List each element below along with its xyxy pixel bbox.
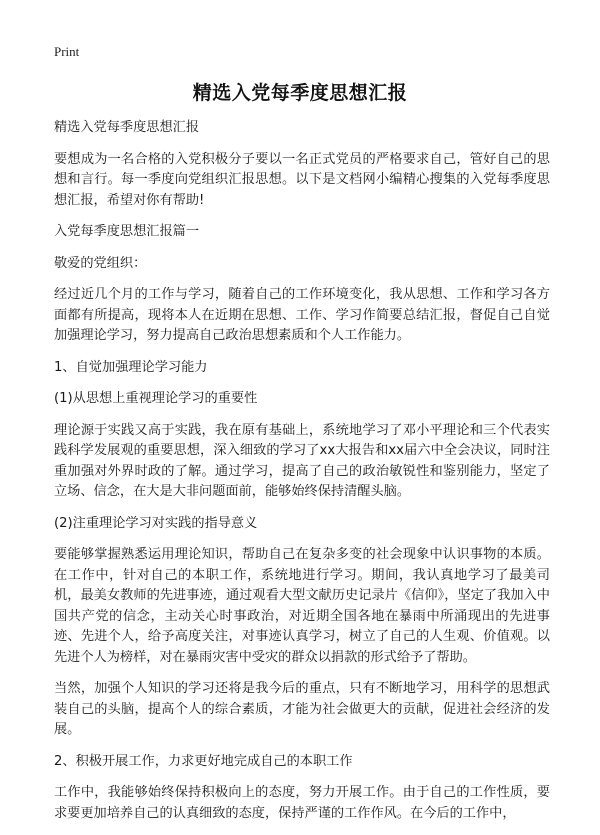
paragraph-subtitle: 精选入党每季度思想汇报: [54, 120, 200, 135]
paragraph-work: 工作中，我能够始终保持积极向上的态度，努力开展工作。由于自己的工作性质，要求要更加培养自己的认真细致的态度，保持严谨的工作作风。在今后的工作中，: [54, 785, 550, 821]
paragraph-learning: 当然，加强个人知识的学习还将是我今后的重点，只有不断地学习，用科学的思想武装自己的头脑，提高个人的综合素质，才能为社会做更大的贡献，促进社会经济的发展。: [54, 681, 550, 737]
paragraph-salutation: 敬爱的党组织：: [54, 255, 147, 271]
document-body: [54, 118, 550, 835]
paragraph-section-title: 入党每季度思想汇报篇一: [54, 224, 200, 239]
document-title: 精选入党每季度思想汇报: [192, 82, 408, 104]
paragraph-summary: 经过近几个月的工作与学习，随着自己的工作环境变化，我从思想、工作和学习各方面都有所提高，现将本人在近期在思想、工作、学习作简要总结汇报，督促自己自觉加强理论学习，努力提高自己政治思想素质和个人工作能力。: [54, 287, 550, 343]
paragraph-intro: 要想成为一名合格的入党积极分子要以一名正式党员的严格要求自己，管好自己的思想和言行。每一季度向党组织汇报思想。以下是文档网小编精心搜集的入党每季度思想汇报，希望对你有帮助!: [54, 151, 550, 208]
paragraph-heading-2: 2、积极开展工作，力求更好地完成自己的本职工作: [54, 753, 353, 769]
print-label[interactable]: Print: [54, 44, 80, 59]
paragraph-subheading-1: (1)从思想上重视理论学习的重要性: [54, 391, 258, 406]
paragraph-theory: 理论源于实践又高于实践，我在原有基础上，系统地学习了邓小平理论和三个代表实践科学发展观的重要思想，深入细致的学习了xx大报告和xx届六中全会决议，同时注重加强对外界时政的了解。通过学习，提高了自己的政治敏锐性和鉴别能力，坚定了立场、信念，在大是大非问题面前，能够始终保持清醒头脑。: [54, 422, 550, 499]
paragraph-heading-1: 1、自觉加强理论学习能力: [54, 359, 208, 375]
paragraph-practice: 要能够掌握熟悉运用理论知识，帮助自己在复杂多变的社会现象中认识事物的本质。在工作中，针对自己的本职工作，系统地进行学习。期间，我认真地学习了最美司机，最美女教师的先进事迹，通过观看大型文献历史记录片《信仰》，坚定了我加入中国共产党的信念，主动关心时事政治，对近期全国各地在暴雨中所涌现出的先进事迹、先进个人，给予高度关注，对事迹认真学习，树立了自己的人生观、价值观。以先进个人为榜样，对在暴雨灾害中受灾的群众以捐款的形式给予了帮助。: [54, 547, 550, 665]
paragraph-subheading-2: (2)注重理论学习对实践的指导意义: [54, 515, 258, 531]
